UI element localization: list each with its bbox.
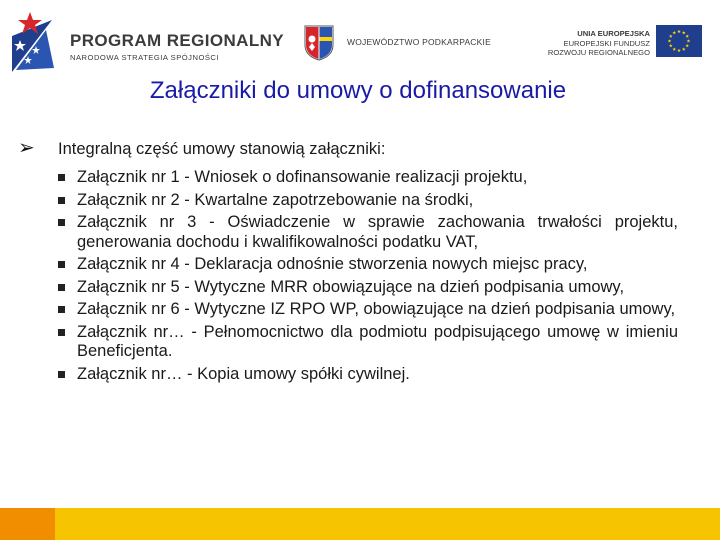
program-regionalny-text — [70, 32, 284, 62]
list-item — [58, 278, 678, 298]
eu-flag-icon — [656, 25, 702, 57]
list-item-text: Załącznik nr… - Pełnomocnictwo dla podmiotu podpisującego umowę w imieniu Beneficjenta. — [77, 322, 678, 360]
voivodeship-name: WOJEWÓDZTWO PODKARPACKIE — [347, 37, 491, 47]
list-item-text: Załącznik nr 3 - Oświadczenie w sprawie zachowania trwałości projektu, generowania dochodu i kwalifikowalności podatku VAT, — [77, 213, 678, 251]
list-item-text: Załącznik nr 6 - Wytyczne IZ RPO WP, obowiązujące na dzień podpisania umowy, — [77, 300, 676, 318]
list-item — [58, 255, 678, 275]
intro-line — [18, 137, 678, 161]
list-item-text: Załącznik nr… - Kopia umowy spółki cywilnej. — [77, 364, 410, 383]
footer-accent — [0, 508, 55, 540]
program-regionalny-logo — [6, 10, 60, 74]
page-title: Załączniki do umowy o dofinansowanie — [149, 77, 567, 104]
eu-fund-text — [548, 29, 650, 58]
footer-bar — [0, 508, 720, 540]
square-bullet-icon — [58, 197, 65, 204]
list-item-text: Załącznik nr 5 - Wytyczne MRR obowiązujące na dzień podpisania umowy, — [77, 277, 625, 296]
square-bullet-icon — [58, 261, 65, 268]
list-item — [58, 168, 678, 188]
square-bullet-icon — [58, 284, 65, 291]
intro-text: Integralną część umowy stanowią załączniki: — [58, 140, 386, 158]
program-title: PROGRAM REGIONALNY — [70, 31, 285, 50]
square-bullet-icon — [58, 174, 65, 181]
arrow-right-icon: ➢ — [18, 137, 35, 159]
attachments-list — [58, 168, 678, 387]
program-subtitle: NARODOWA STRATEGIA SPÓJNOŚCI — [70, 53, 220, 62]
eu-line-1: UNIA EUROPEJSKA — [577, 29, 650, 38]
header — [0, 0, 720, 80]
list-item — [58, 300, 678, 320]
eu-line-3: ROZWOJU REGIONALNEGO — [547, 48, 650, 58]
list-item — [58, 191, 678, 211]
list-item-text: Załącznik nr 2 - Kwartalne zapotrzebowanie na środki, — [77, 190, 474, 209]
voivodeship-crest-icon — [304, 25, 334, 61]
eu-line-2: EUROPEJSKI FUNDUSZ — [563, 38, 650, 48]
square-bullet-icon — [58, 371, 65, 378]
list-item-text: Załącznik nr 4 - Deklaracja odnośnie stworzenia nowych miejsc pracy, — [77, 255, 588, 273]
square-bullet-icon — [58, 329, 65, 336]
list-item — [58, 213, 678, 252]
list-item — [58, 365, 678, 385]
square-bullet-icon — [58, 306, 65, 313]
square-bullet-icon — [58, 219, 65, 226]
list-item-text: Załącznik nr 1 - Wniosek o dofinansowanie realizacji projektu, — [77, 168, 528, 186]
list-item — [58, 323, 678, 362]
